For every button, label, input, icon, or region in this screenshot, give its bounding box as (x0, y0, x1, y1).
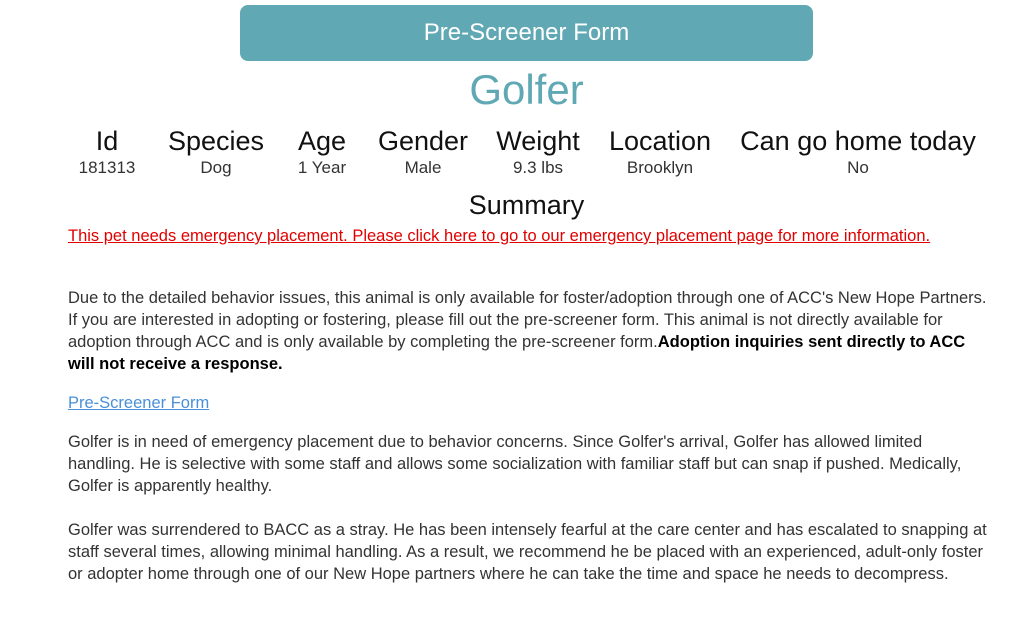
attribute-value: 9.3 lbs (512, 158, 564, 177)
attribute-label: Species (167, 126, 265, 156)
pre-screener-form-button[interactable] (240, 5, 813, 61)
adoption-inquiries-notice: Adoption inquiries sent directly to ACC will not receive a response. (68, 333, 966, 373)
attribute-label: Location (608, 126, 712, 156)
emergency-placement-link[interactable]: This pet needs emergency placement. Please click here to go to our emergency placement page for more information. (68, 227, 931, 245)
pet-name-heading: Golfer (469, 66, 584, 113)
attribute-value: Male (404, 158, 442, 177)
attribute-weight (496, 124, 580, 178)
attribute-species (168, 124, 264, 178)
behavior-paragraph: Golfer is in need of emergency placement due to behavior concerns. Since Golfer's arrival, Golfer has allowed limited handling. He is selective with some staff and allows some socialization with familiar staff but can snap if pushed. Medically, Golfer is apparently healthy. (68, 433, 962, 495)
attribute-gender (378, 124, 468, 178)
pre-screener-form-link[interactable]: Pre-Screener Form (68, 394, 210, 412)
attribute-value: No (847, 158, 869, 177)
attribute-location (609, 124, 711, 178)
attribute-label: Weight (496, 126, 580, 156)
summary-heading: Summary (468, 190, 585, 220)
pre-screener-form-button-label: Pre-Screener Form (423, 19, 630, 46)
attribute-label: Age (297, 126, 347, 156)
attribute-value: 181313 (78, 158, 136, 177)
availability-paragraph (68, 287, 993, 375)
attribute-can-go-home-today (740, 124, 976, 178)
attribute-value: Brooklyn (626, 158, 694, 177)
attribute-value: 1 Year (297, 158, 347, 177)
attribute-label: Id (95, 126, 119, 156)
history-paragraph: Golfer was surrendered to BACC as a stray. He has been intensely fearful at the care center and has escalated to snapping at staff several times, allowing minimal handling. As a result, we recommend he be placed with an experienced, adult-only foster or adopter home through one of our New Hope partners where he can take the time and space he needs to decompress. (68, 521, 987, 583)
attribute-label: Gender (377, 126, 469, 156)
attribute-label: Can go home today (740, 126, 976, 156)
attribute-age (298, 124, 346, 178)
availability-text: Due to the detailed behavior issues, this animal is only available for foster/adoption through one of ACC's New Hope Partners. If you are interested in adopting or fostering, please fill out the pre-screener form. This animal is not directly available for adoption through ACC and is only available by completing the pre-screener form. (68, 289, 987, 351)
attribute-value: Dog (200, 158, 232, 177)
attribute-id (79, 124, 136, 178)
